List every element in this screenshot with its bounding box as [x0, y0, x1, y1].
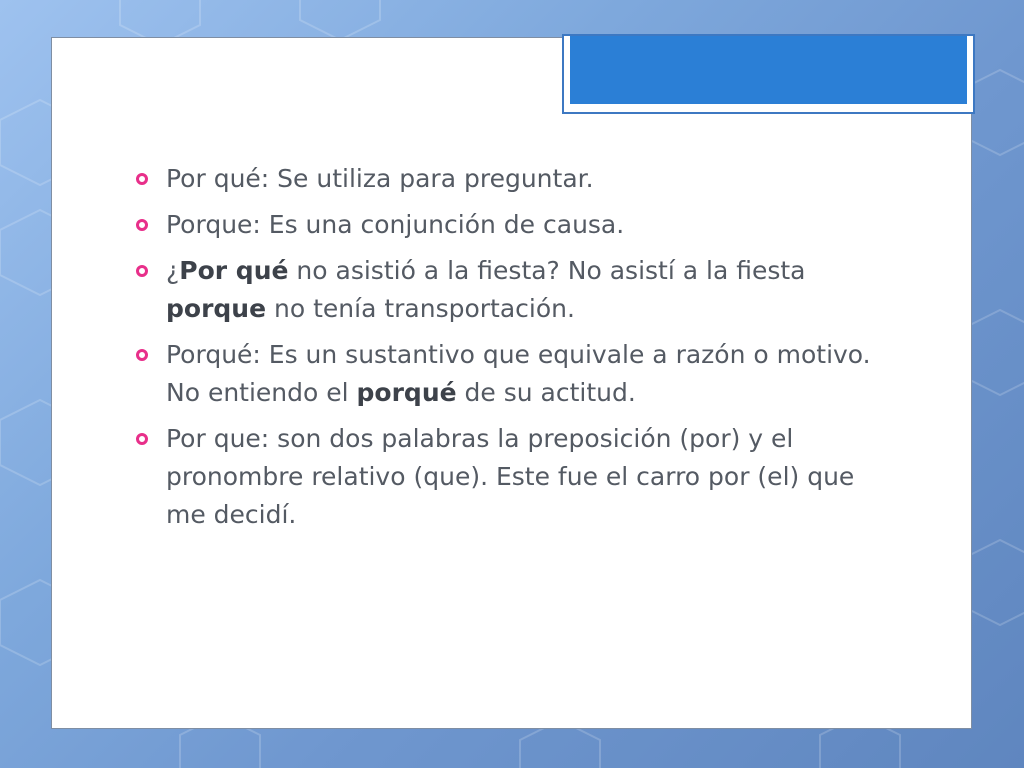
bullet-item — [135, 252, 875, 328]
text-run: no asistió a la fiesta? No asistí a la fiesta — [288, 256, 806, 285]
text-run: Por que: son dos palabras la preposición (por) y el pronombre relativo (que). Este fue el carro por (el) que me decidí. — [166, 424, 855, 529]
bullet-circle-icon — [136, 265, 148, 277]
text-run: de su actitud. — [456, 378, 636, 407]
bullet-item — [135, 336, 875, 412]
text-run: no tenía transportación. — [266, 294, 575, 323]
bullet-circle-icon — [136, 173, 148, 185]
text-run: Por qué: Se utiliza para preguntar. — [166, 164, 594, 193]
bullet-item — [135, 160, 875, 198]
bullet-circle-icon — [136, 219, 148, 231]
text-run: Porque: Es una conjunción de causa. — [166, 210, 625, 239]
title-box — [570, 36, 967, 104]
text-run: ¿ — [166, 256, 180, 285]
bold-text-run: Por qué — [179, 256, 289, 285]
bullet-list — [135, 160, 875, 542]
bullet-circle-icon — [136, 433, 148, 445]
bold-text-run: porque — [166, 294, 267, 323]
text-run: Porqué: Es un sustantivo que equivale a razón o motivo. No entiendo el — [166, 340, 871, 407]
bold-text-run: porqué — [356, 378, 457, 407]
title-frame — [562, 34, 975, 114]
bullet-item — [135, 420, 875, 534]
bullet-item — [135, 206, 875, 244]
bullet-circle-icon — [136, 349, 148, 361]
